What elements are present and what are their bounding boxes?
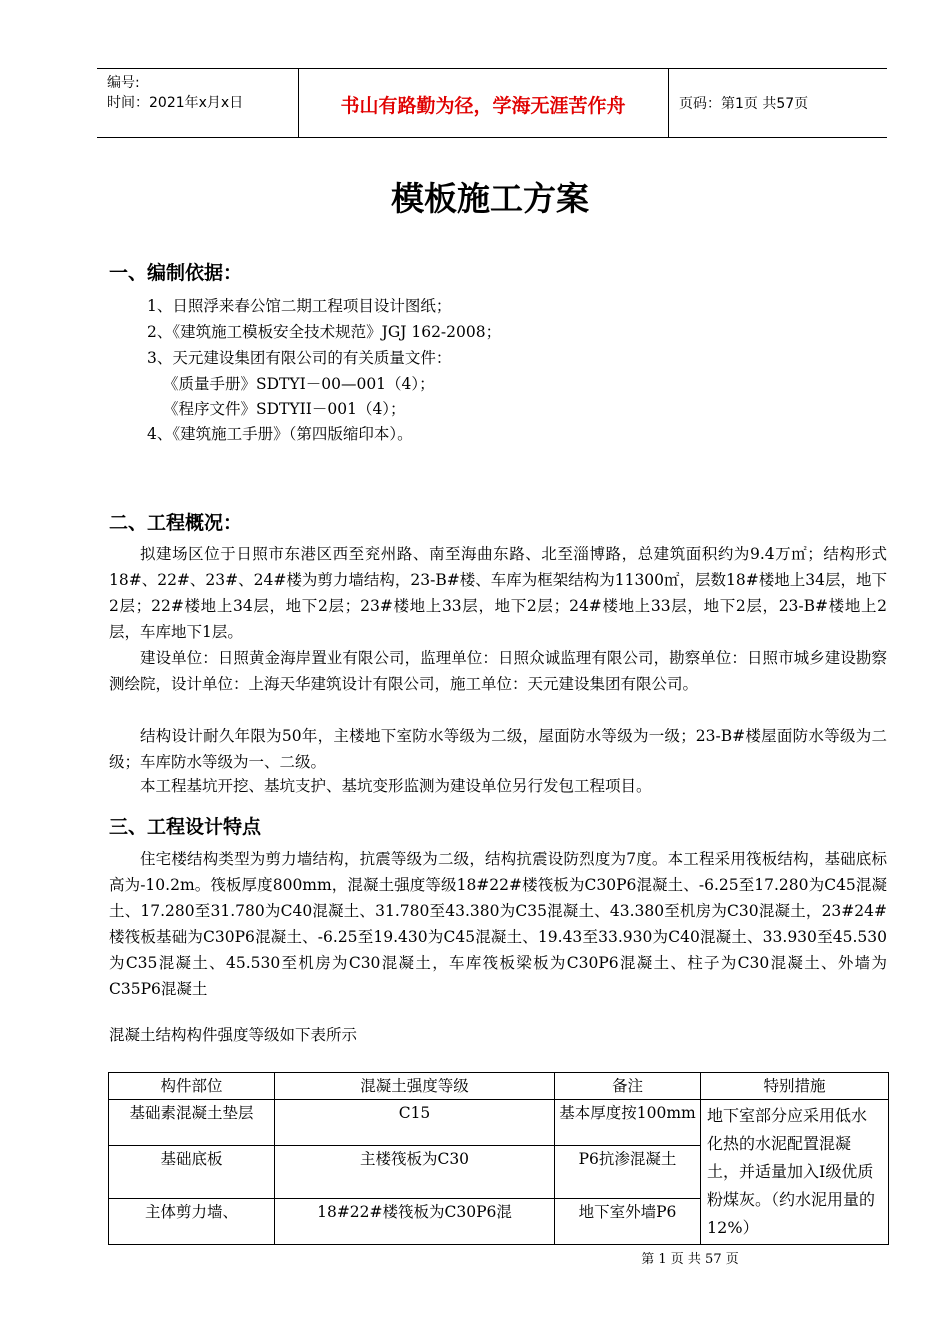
section-heading-design: 三、工程设计特点: [109, 816, 262, 838]
header-divider: [298, 69, 299, 137]
header-meta: [107, 73, 243, 113]
basis-item: 1、日照浮来春公馆二期工程项目设计图纸；: [147, 297, 452, 315]
table-row: [109, 1100, 889, 1146]
basis-item: 2、《建筑施工模板安全技术规范》JGJ 162-2008；: [147, 323, 502, 341]
table-header-cell: 构件部位: [109, 1073, 275, 1100]
concrete-grade-table: [108, 1072, 889, 1245]
basis-subitem: 《程序文件》SDTYII－001（4）；: [163, 400, 406, 418]
table-cell: P6抗渗混凝土: [555, 1146, 701, 1199]
section-heading-overview: 二、工程概况：: [109, 512, 243, 534]
section-heading-basis: 一、编制依据：: [109, 262, 243, 284]
design-paragraph: 住宅楼结构类型为剪力墙结构，抗震等级为二级，结构抗震设防烈度为7度。本工程采用筏板结构，基础底标高为-10.2m。筏板厚度800mm，混凝土强度等级18#22#楼筏板为C30P6混凝土、-6.25至17.280为C45混凝土、17.280至31.780为C40混凝土、31.780至43.380为C35混凝土、43.380至机房为C30混凝土，23#24#楼筏板基础为C30P6混凝土、-6.25至19.430为C45混凝土、19.43至33.930为C40混凝土、33.930至45.530为C35混凝土、45.530至机房为C30混凝土，车库筏板梁板为C30P6混凝土、柱子为C30混凝土、外墙为C35P6混凝土: [109, 850, 887, 998]
table-cell: 基础底板: [109, 1146, 275, 1199]
overview-paragraph: 拟建场区位于日照市东港区西至兖州路、南至海曲东路、北至淄博路，总建筑面积约为9.4万㎡；结构形式18#、22#、23#、24#楼为剪力墙结构，23-B#楼、车库为框架结构为11300㎡，层数18#楼地上34层，地下2层；22#楼地上34层，地下2层；23#楼地上33层，地下2层；24#楼地上33层，地下2层，23-B#楼地上2层，车库地下1层。: [109, 545, 887, 641]
table-header-row: [109, 1073, 889, 1100]
table-cell: 主体剪力墙、: [109, 1199, 275, 1245]
table-cell: 18#22#楼筏板为C30P6混: [275, 1199, 555, 1245]
document-title: 模板施工方案: [391, 179, 589, 218]
header-motto: 书山有路勤为径，学海无涯苦作舟: [340, 95, 626, 117]
table-header-cell: 混凝土强度等级: [275, 1073, 555, 1100]
page-footer: 第 1 页 共 57 页: [641, 1252, 739, 1267]
table-cell: 基础素混凝土垫层: [109, 1100, 275, 1146]
document-time-label: 时间：2021年x月x日: [107, 95, 244, 111]
special-measures-cell: 地下室部分应采用低水化热的水泥配置混凝土，并适量加入Ⅰ级优质粉煤灰。（约水泥用量的12%）: [701, 1100, 889, 1245]
basis-item: 3、天元建设集团有限公司的有关质量文件：: [147, 349, 452, 367]
table-cell: 地下室外墙P6: [555, 1199, 701, 1245]
table-cell: 基本厚度按100mm: [555, 1100, 701, 1146]
overview-paragraph: 建设单位：日照黄金海岸置业有限公司，监理单位：日照众诚监理有限公司，勘察单位：日照市城乡建设勘察测绘院，设计单位：上海天华建筑设计有限公司，施工单位：天元建设集团有限公司。: [109, 649, 887, 693]
table-header-cell: 备注: [555, 1073, 701, 1100]
table-cell: 主楼筏板为C30: [275, 1146, 555, 1199]
header-page-number: 页码：第1页 共57页: [679, 96, 809, 112]
overview-paragraph: 结构设计耐久年限为50年，主楼地下室防水等级为二级，屋面防水等级为一级；23-B#楼屋面防水等级为二级；车库防水等级为一、二级。: [109, 727, 887, 771]
document-number-label: 编号:: [107, 75, 140, 91]
basis-item: 4、《建筑施工手册》（第四版缩印本）。: [147, 425, 413, 443]
table-caption: 混凝土结构构件强度等级如下表所示: [109, 1026, 358, 1044]
overview-paragraph: 本工程基坑开挖、基坑支护、基坑变形监测为建设单位另行发包工程项目。: [140, 777, 652, 795]
basis-subitem: 《质量手册》SDTYI－00—001（4）；: [163, 375, 435, 393]
table-cell: C15: [275, 1100, 555, 1146]
page-header: [97, 68, 887, 138]
header-divider: [668, 69, 669, 137]
table-header-cell: 特别措施: [701, 1073, 889, 1100]
